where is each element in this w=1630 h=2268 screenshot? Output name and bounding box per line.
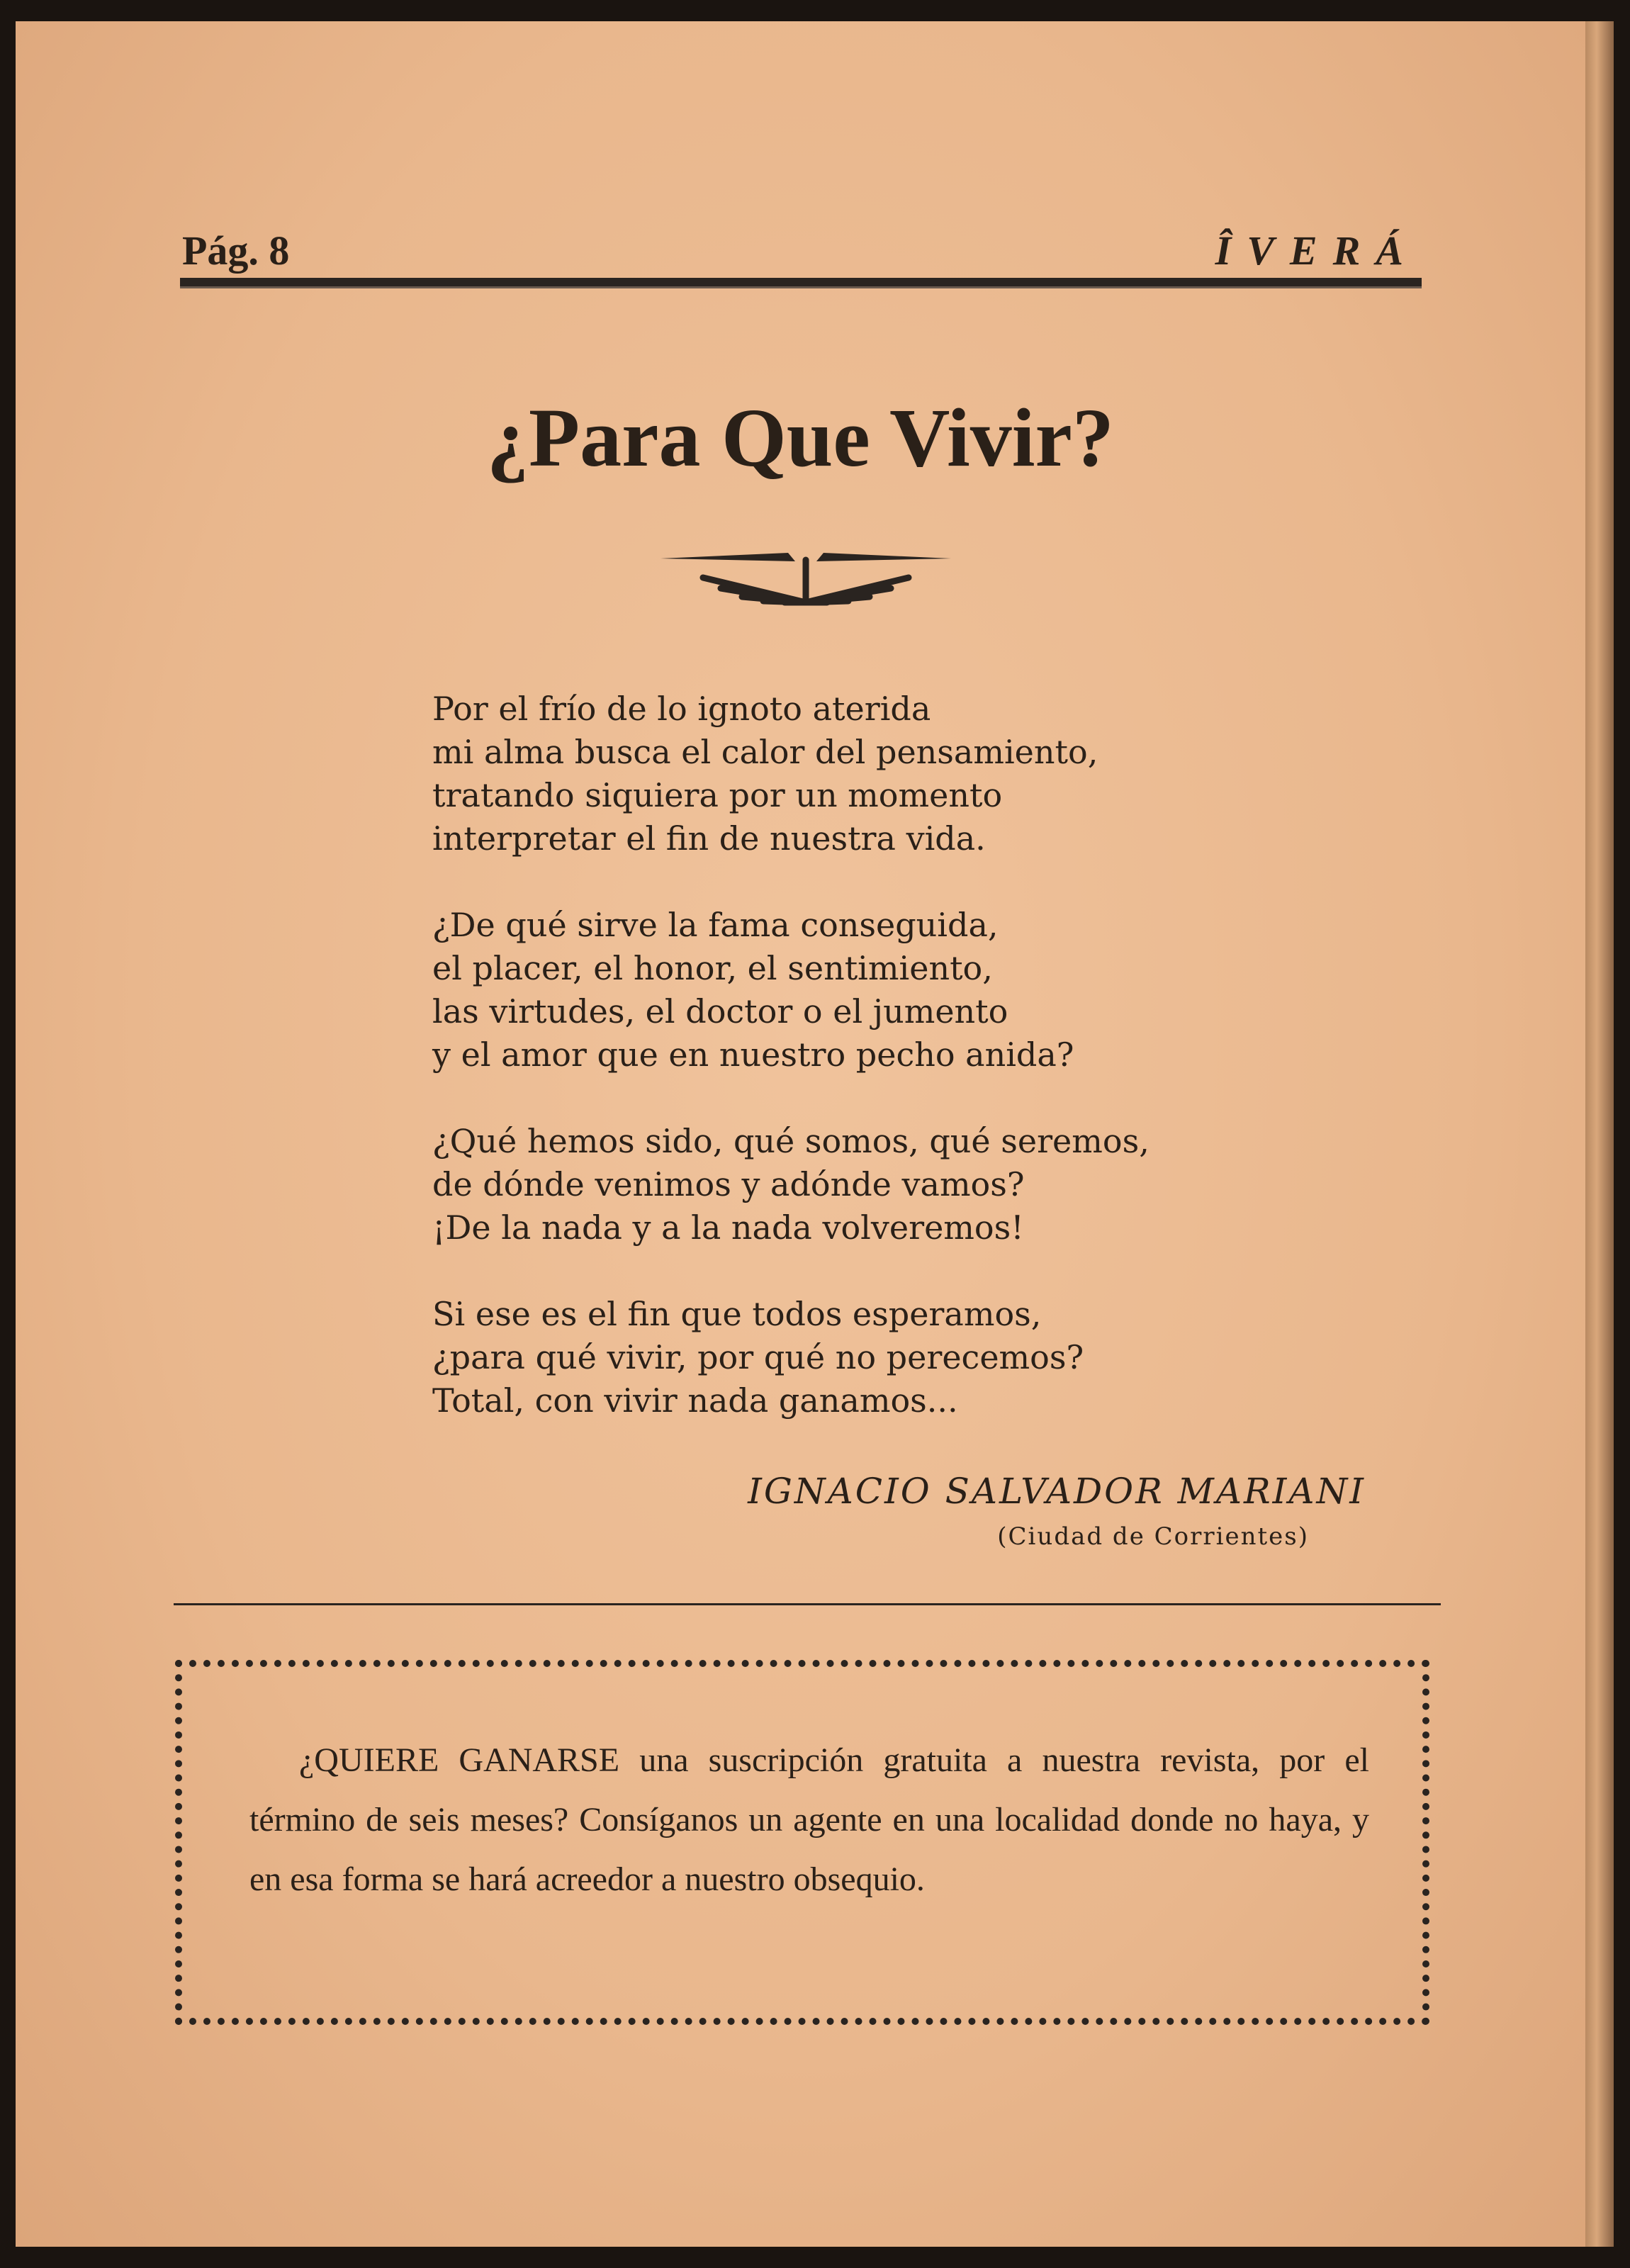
stanza [432, 904, 1150, 1077]
poem-line: ¿De qué sirve la fama conseguida, [432, 906, 999, 944]
magazine-page [16, 21, 1585, 2247]
magazine-name: ÎVERÁ [1215, 228, 1419, 274]
ornament-icon [646, 546, 965, 606]
poem-line: las virtudes, el doctor o el jumento [432, 992, 1008, 1031]
poem [432, 687, 1150, 1466]
poem-line: el placer, el honor, el sentimiento, [432, 949, 993, 987]
poem-line: mi alma busca el calor del pensamiento, [432, 733, 1098, 771]
poem-line: Si ese es el fin que todos esperamos, [432, 1295, 1042, 1333]
poem-line: Total, con vivir nada ganamos... [432, 1381, 958, 1420]
poem-line: de dónde venimos y adónde vamos? [432, 1165, 1025, 1203]
stanza [432, 687, 1150, 860]
section-divider [174, 1603, 1441, 1605]
page-number: Pág. 8 [182, 228, 290, 274]
poem-line: ¿Qué hemos sido, qué somos, qué seremos, [432, 1122, 1150, 1160]
poem-line: interpretar el fin de nuestra vida. [432, 819, 986, 858]
poem-line: Por el frío de lo ignoto aterida [432, 690, 931, 728]
stanza [432, 1120, 1150, 1250]
stanza [432, 1293, 1150, 1422]
notice-lead: ¿QUIERE GANARSE [299, 1741, 620, 1779]
poem-line: ¡De la nada y a la nada volveremos! [432, 1208, 1024, 1247]
header-rule [180, 278, 1422, 288]
author-location: (Ciudad de Corrientes) [997, 1522, 1309, 1551]
page-edge [1585, 21, 1614, 2247]
poem-line: y el amor que en nuestro pecho anida? [432, 1035, 1074, 1074]
article-title: ¿Para Que Vivir? [487, 391, 1114, 484]
notice-text [249, 1731, 1369, 1909]
poem-line: tratando siquiera por un momento [432, 776, 1003, 814]
author-name: IGNACIO SALVADOR MARIANI [748, 1471, 1366, 1512]
poem-line: ¿para qué vivir, por qué no perecemos? [432, 1338, 1084, 1376]
notice-body: una suscripción gratuita a nuestra revista, por el término de seis meses? Consíganos un agente en una localidad donde no haya, y en esa forma se hará acreedor a nuestro obsequio. [249, 1741, 1369, 1898]
